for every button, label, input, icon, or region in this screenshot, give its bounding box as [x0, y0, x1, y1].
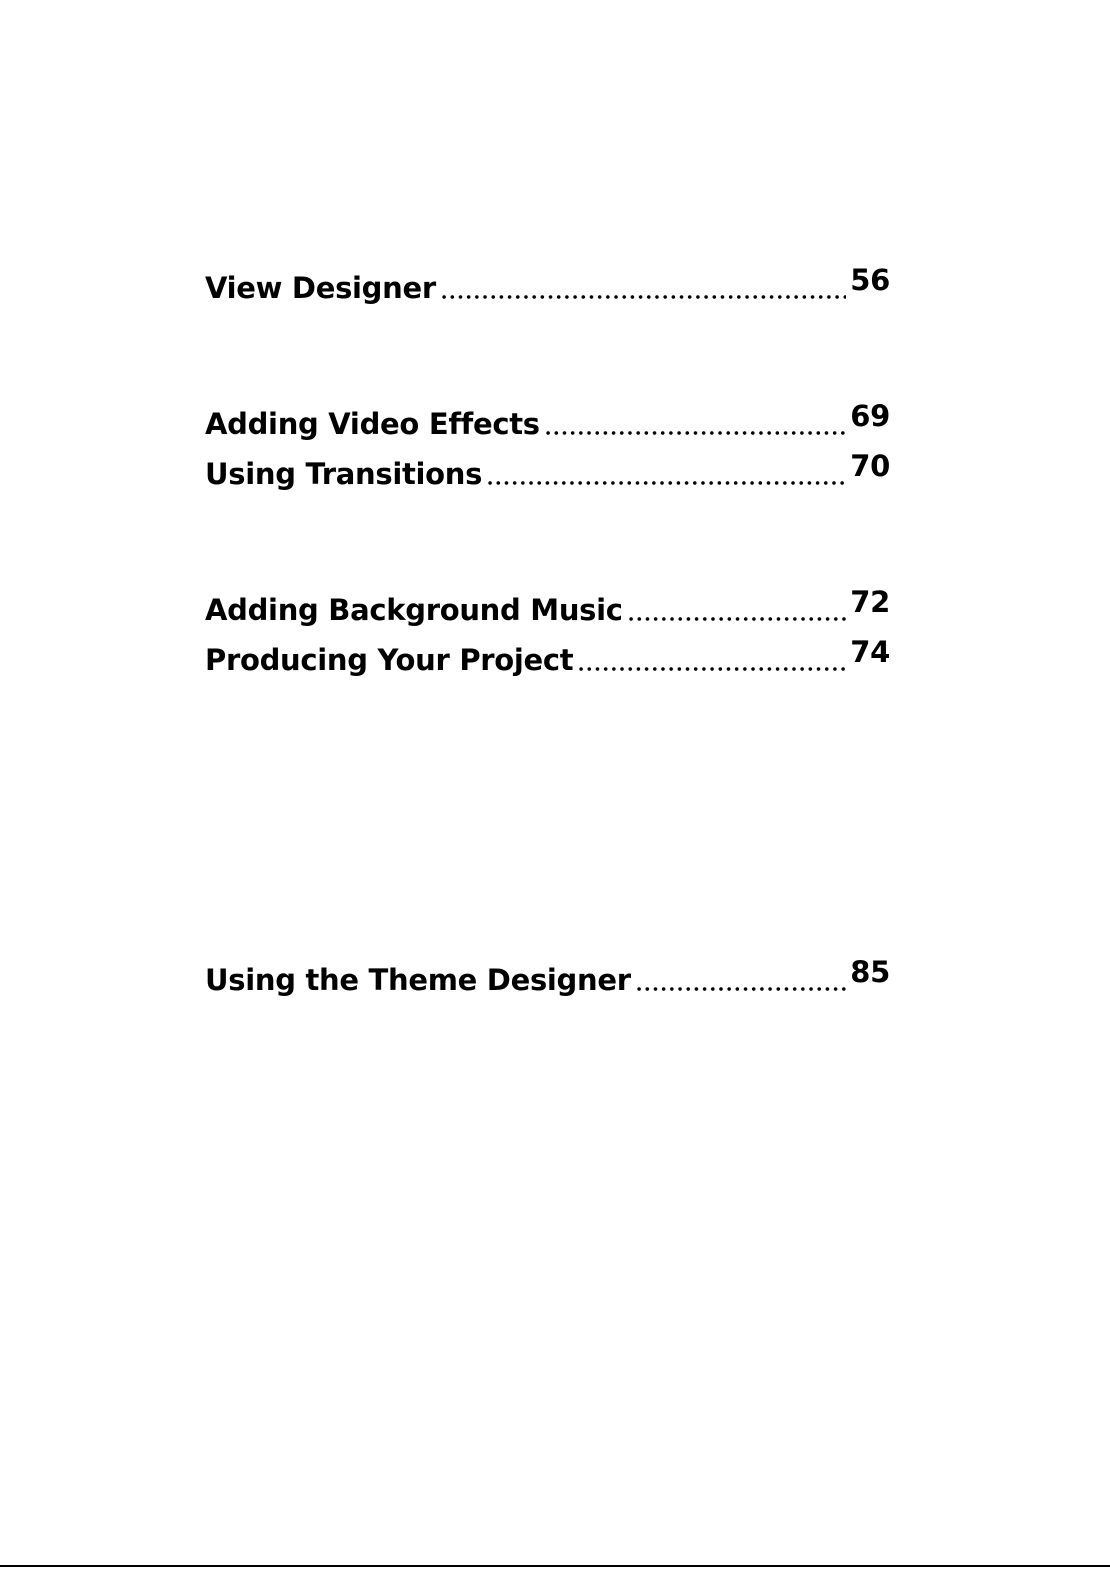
- page-bottom-rule: [0, 1565, 1110, 1567]
- dot-leader: [577, 658, 846, 672]
- toc-entry-producing-your-project[interactable]: [205, 635, 890, 680]
- toc-entry-using-the-theme-designer[interactable]: [205, 955, 890, 1000]
- toc-entry-title: Using the Theme Designer: [205, 963, 631, 997]
- toc-entry-title: View Designer: [205, 271, 436, 305]
- toc-entry-adding-video-effects[interactable]: [205, 399, 890, 444]
- toc-entry-view-designer[interactable]: [205, 263, 890, 308]
- dot-leader: [544, 422, 846, 436]
- toc-entry-title: Producing Your Project: [205, 643, 574, 677]
- toc-entry-page-number: 69: [850, 399, 890, 433]
- toc-entry-page-number: 85: [850, 955, 890, 989]
- toc-entry-title: Adding Background Music: [205, 593, 623, 627]
- toc-entry-page-number: 56: [850, 263, 890, 297]
- toc-entry-page-number: 70: [850, 449, 890, 483]
- toc-entry-using-transitions[interactable]: [205, 449, 890, 494]
- dot-leader: [440, 286, 846, 300]
- toc-entry-title: Using Transitions: [205, 457, 483, 491]
- dot-leader: [627, 608, 847, 622]
- toc-entry-adding-background-music[interactable]: [205, 585, 890, 630]
- dot-leader: [486, 472, 846, 486]
- toc-entry-title: Adding Video Effects: [205, 407, 540, 441]
- toc-entry-page-number: 74: [850, 635, 890, 669]
- dot-leader: [635, 978, 847, 992]
- toc-entry-page-number: 72: [850, 585, 890, 619]
